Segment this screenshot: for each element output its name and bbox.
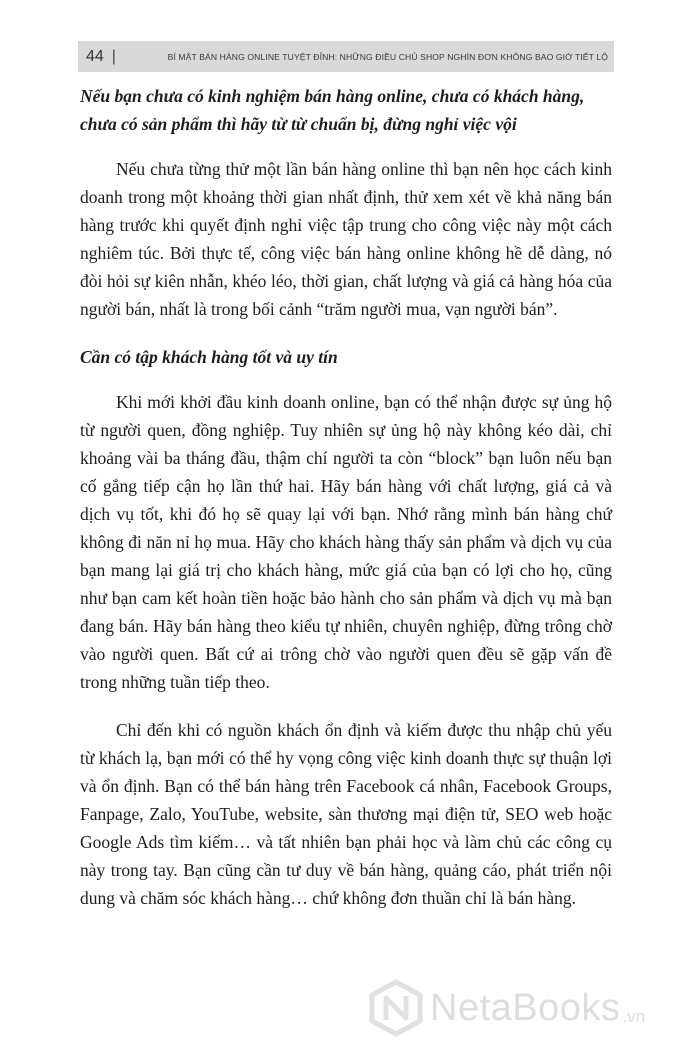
watermark-suffix: .vn (622, 1007, 646, 1026)
paragraph: Khi mới khởi đầu kinh doanh online, bạn có thể nhận được sự ủng hộ từ người quen, đồng nghiệp. Tuy nhiên sự ủng hộ này không kéo dài, chỉ khoảng vài ba tháng đầu, thậm chí người ta còn “block” bạn luôn nếu bạn cố gắng tiếp cận họ lần thứ hai. Hãy bán hàng với chất lượng, giá cả và dịch vụ tốt, khi đó họ sẽ quay lại với bạn. Nhớ rằng mình bán hàng chứ không đi năn nỉ họ mua. Hãy cho khách hàng thấy sản phẩm và dịch vụ của bạn mang lại giá trị cho khách hàng, mức giá của bạn có lợi cho họ, cũng như bạn cam kết hoàn tiền hoặc bảo hành cho sản phẩm và dịch vụ mà bạn đang bán. Hãy bán hàng theo kiểu tự nhiên, chuyên nghiệp, đừng trông chờ vào người quen. Bất cứ ai trông chờ vào người quen đều sẽ gặp vấn đề trong những tuần tiếp theo. (80, 392, 612, 692)
running-title: BÍ MẬT BÁN HÀNG ONLINE TUYỆT ĐỈNH: NHỮNG ĐIỀU CHỦ SHOP NGHÌN ĐƠN KHÔNG BAO GIỜ TIẾT LỘ (167, 51, 608, 62)
watermark (366, 975, 645, 1041)
netabooks-logo-icon (366, 978, 426, 1038)
section-heading: Cần có tập khách hàng tốt và uy tín (80, 347, 338, 367)
page-body (80, 82, 612, 912)
header-separator: | (111, 47, 116, 65)
running-header (78, 41, 614, 72)
paragraph: Chỉ đến khi có nguồn khách ổn định và kiếm được thu nhập chủ yếu từ khách lạ, bạn mới có thể hy vọng công việc kinh doanh thực sự thuận lợi và ổn định. Bạn có thể bán hàng trên Facebook cá nhân, Facebook Groups, Fanpage, Zalo, YouTube, website, sàn thương mại điện tử, SEO web hoặc Google Ads tìm kiếm… và tất nhiên bạn phải học và làm chủ các công cụ này trong tay. Bạn cũng cần tư duy về bán hàng, quảng cáo, phát triển nội dung và chăm sóc khách hàng… chứ không đơn thuần chỉ là bán hàng. (80, 720, 612, 908)
paragraph: Nếu chưa từng thử một lần bán hàng online thì bạn nên học cách kinh doanh trong một khoảng thời gian nhất định, thử xem xét về khả năng bán hàng trước khi quyết định nghỉ việc tập trung cho công việc này một cách nghiêm túc. Bởi thực tế, công việc bán hàng online không hề dễ dàng, nó đòi hỏi sự kiên nhẫn, khéo léo, thời gian, chất lượng và giá cả hàng hóa của người bán, nhất là trong bối cảnh “trăm người mua, vạn người bán”. (80, 159, 612, 319)
page-number: 44 (86, 47, 104, 65)
watermark-brand: NetaBooks (430, 986, 621, 1029)
section-heading: Nếu bạn chưa có kinh nghiệm bán hàng online, chưa có khách hàng, chưa có sản phẩm thì hãy từ từ chuẩn bị, đừng nghỉ việc vội (80, 86, 585, 134)
